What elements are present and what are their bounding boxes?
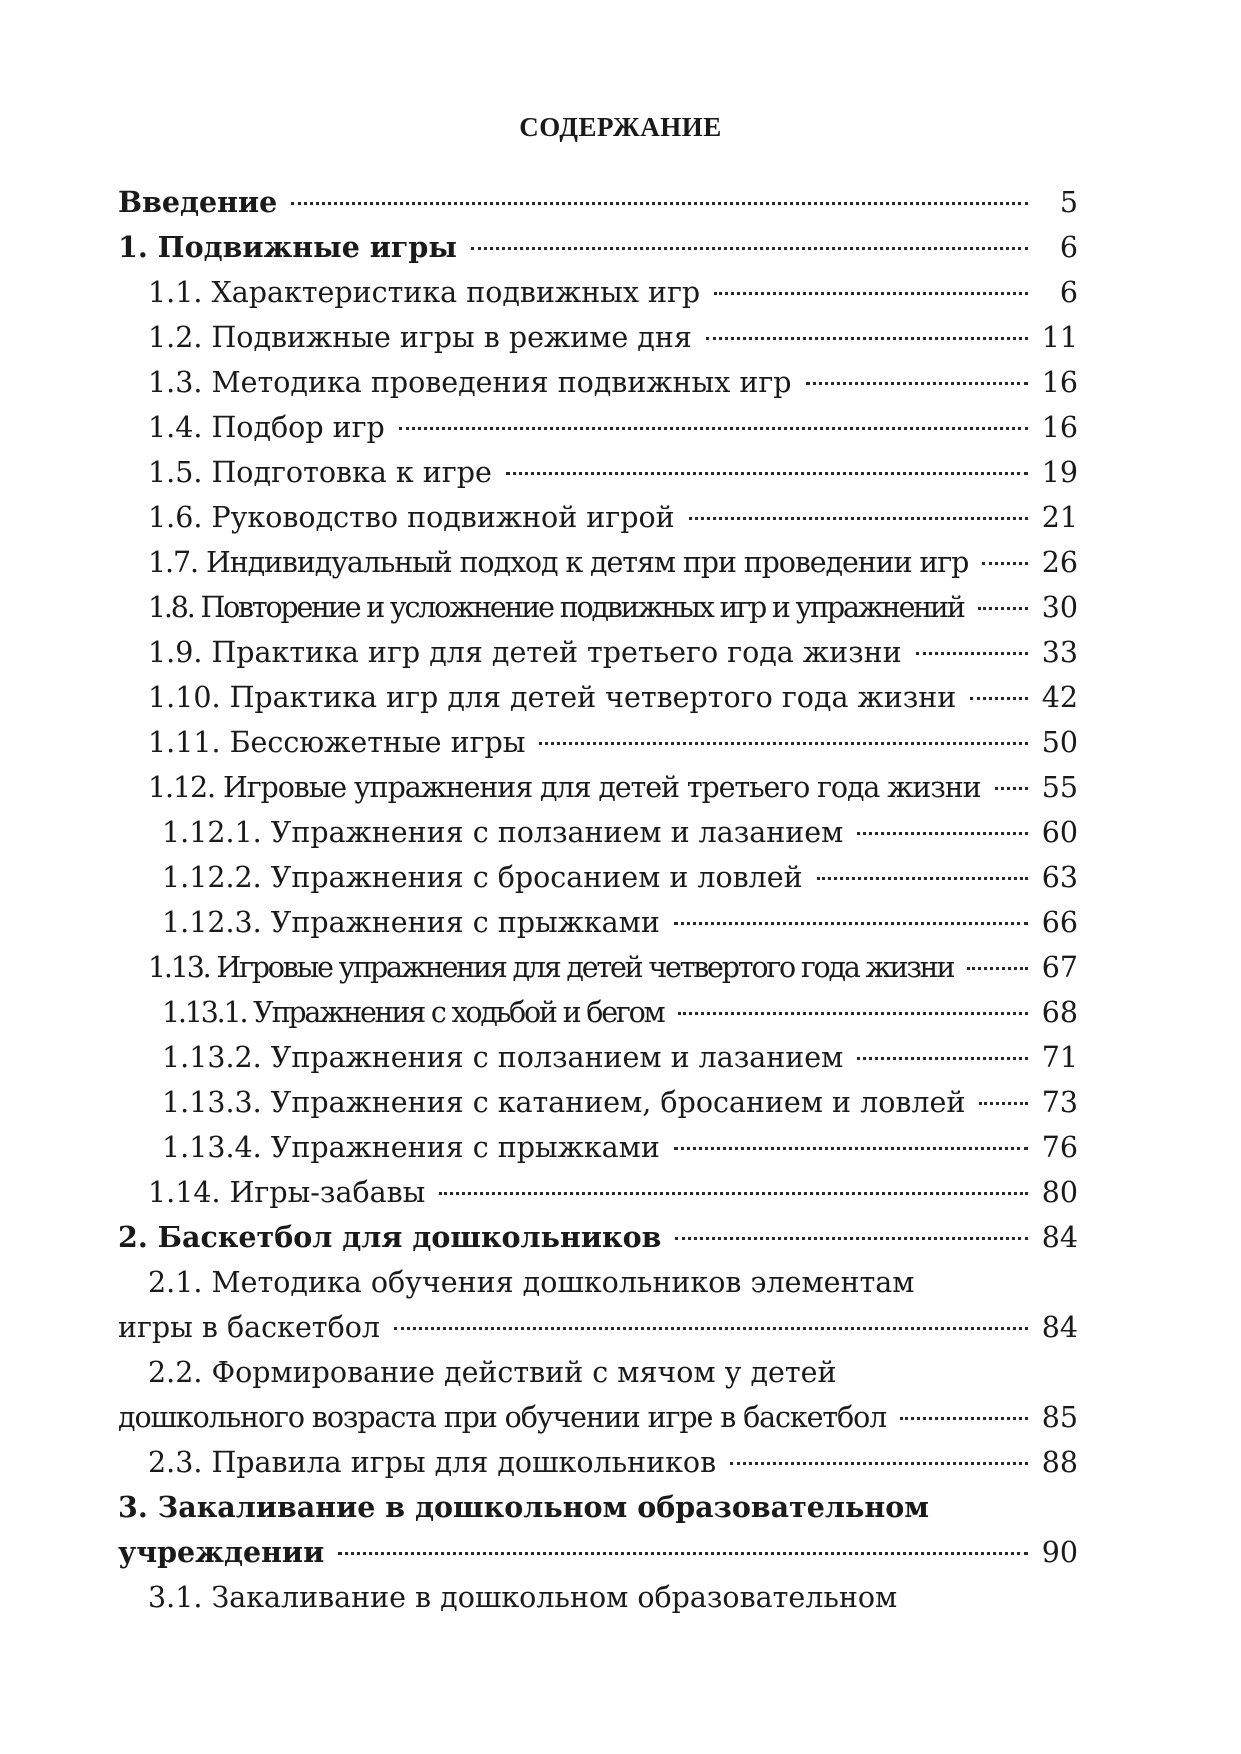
toc-page-number: 84	[1041, 1311, 1078, 1344]
leader-dots	[689, 517, 1028, 520]
toc-page-number: 84	[1041, 1221, 1078, 1254]
toc-page-number: 26	[1041, 546, 1078, 579]
toc-entry[interactable]	[118, 1395, 1078, 1440]
leader-dots	[678, 1012, 1028, 1015]
toc-page-number: 5	[1059, 186, 1078, 219]
toc-entry[interactable]	[118, 1485, 1078, 1530]
leader-dots	[967, 967, 1028, 970]
toc-entry-title: 1.11. Бессюжетные игры	[148, 726, 526, 759]
toc-page-number: 88	[1041, 1446, 1078, 1479]
toc-entry-title: 2.3. Правила игры для дошкольников	[148, 1446, 717, 1479]
leader-dots	[714, 292, 1028, 295]
leader-dots	[978, 607, 1028, 610]
toc-entry-title: 1.13.4. Упражнения с прыжками	[162, 1131, 660, 1164]
toc-entry-title: 1.8. Повторение и усложнение подвижных игр и упражнений	[148, 591, 964, 624]
leader-dots	[979, 1102, 1028, 1105]
toc-entry[interactable]	[118, 900, 1078, 945]
leader-dots	[674, 1147, 1028, 1150]
leader-dots	[817, 877, 1028, 880]
toc-page-number: 21	[1041, 501, 1078, 534]
toc-entry-title: 1. Подвижные игры	[118, 230, 457, 264]
toc-page-number: 71	[1041, 1041, 1078, 1074]
toc-entry-title: учреждении	[118, 1535, 325, 1569]
toc-entry[interactable]	[118, 585, 1078, 630]
toc-entry[interactable]	[118, 1125, 1078, 1170]
leader-dots	[982, 562, 1028, 565]
toc-page-number: 16	[1041, 411, 1078, 444]
toc-entry-title: 1.13.2. Упражнения с ползанием и лазанием	[162, 1041, 844, 1074]
toc-page-number: 73	[1041, 1086, 1078, 1119]
leader-dots	[857, 1057, 1028, 1060]
toc-entry-title: 1.13. Игровые упражнения для детей четвертого года жизни	[148, 951, 954, 984]
toc-entry[interactable]	[118, 1260, 1078, 1305]
toc-entry[interactable]	[118, 1170, 1078, 1215]
toc-entry-title: 1.13.3. Упражнения с катанием, бросанием и ловлей	[162, 1086, 966, 1119]
leader-dots	[338, 1552, 1028, 1555]
leader-dots	[900, 1417, 1028, 1420]
toc-page-number: 50	[1041, 726, 1078, 759]
leader-dots	[471, 247, 1028, 250]
leader-dots	[857, 832, 1028, 835]
leader-dots	[916, 652, 1028, 655]
toc-entry[interactable]	[118, 1305, 1078, 1350]
page-title: СОДЕРЖАНИЕ	[519, 112, 722, 142]
toc-entry-title: 1.5. Подготовка к игре	[148, 456, 492, 489]
leader-dots	[394, 1327, 1028, 1330]
leader-dots	[674, 922, 1028, 925]
toc-entry[interactable]	[118, 540, 1078, 585]
toc-entry[interactable]	[118, 945, 1078, 990]
toc-entry[interactable]	[118, 990, 1078, 1035]
toc-page-number: 85	[1041, 1401, 1078, 1434]
leader-dots	[995, 787, 1028, 790]
toc-entry[interactable]	[118, 1215, 1078, 1260]
toc-entry-title: 1.2. Подвижные игры в режиме дня	[148, 321, 692, 354]
toc-page-number: 90	[1041, 1536, 1078, 1569]
toc-entry-title: 2.1. Методика обучения дошкольников элементам	[148, 1266, 915, 1299]
toc-entry-title: 1.12.2. Упражнения с бросанием и ловлей	[162, 861, 803, 894]
toc-entry-title: 3.1. Закаливание в дошкольном образовательном	[148, 1581, 898, 1614]
toc-page-number: 16	[1041, 366, 1078, 399]
leader-dots	[439, 1192, 1028, 1195]
toc-entry-title: 1.12. Игровые упражнения для детей третьего года жизни	[148, 771, 981, 804]
toc-entry[interactable]	[118, 720, 1078, 765]
toc-entry-title: 1.7. Индивидуальный подход к детям при проведении игр	[148, 546, 969, 579]
toc-entry[interactable]	[118, 1530, 1078, 1575]
toc-entry[interactable]	[118, 180, 1078, 225]
leader-dots	[506, 472, 1028, 475]
leader-dots	[970, 697, 1028, 700]
toc-entry-title: игры в баскетбол	[118, 1311, 380, 1344]
toc-entry[interactable]	[118, 810, 1078, 855]
toc-page-number: 80	[1041, 1176, 1078, 1209]
toc-entry[interactable]	[118, 675, 1078, 720]
toc-entry[interactable]	[118, 495, 1078, 540]
toc-page-number: 68	[1041, 996, 1078, 1029]
toc-entry-title: 2.2. Формирование действий с мячом у детей	[148, 1356, 837, 1389]
toc-page-number: 55	[1041, 771, 1078, 804]
toc-entry[interactable]	[118, 1575, 1078, 1620]
toc-entry[interactable]	[118, 1350, 1078, 1395]
toc-page-number: 33	[1041, 636, 1078, 669]
toc-entry[interactable]	[118, 270, 1078, 315]
leader-dots	[706, 337, 1028, 340]
toc-entry[interactable]	[118, 1080, 1078, 1125]
toc-page-number: 6	[1059, 276, 1078, 309]
toc-entry[interactable]	[118, 1440, 1078, 1485]
leader-dots	[539, 742, 1028, 745]
toc-entry-title: 3. Закаливание в дошкольном образовательном	[118, 1490, 929, 1524]
toc-entry[interactable]	[118, 630, 1078, 675]
toc-entry-title: дошкольного возраста при обучении игре в баскетбол	[118, 1401, 887, 1434]
leader-dots	[399, 427, 1028, 430]
toc-entry-title: 1.13.1. Упражнения с ходьбой и бегом	[162, 996, 664, 1029]
toc-entry[interactable]	[118, 315, 1078, 360]
toc-page-number: 67	[1041, 951, 1078, 984]
toc-entry-title: 1.4. Подбор игр	[148, 411, 385, 444]
toc-entry[interactable]	[118, 765, 1078, 810]
toc-entry-title: 2. Баскетбол для дошкольников	[118, 1220, 662, 1254]
leader-dots	[675, 1237, 1028, 1240]
toc-entry-title: Введение	[118, 185, 278, 219]
toc-page-number: 66	[1041, 906, 1078, 939]
table-of-contents	[118, 180, 1078, 1620]
toc-page-number: 42	[1041, 681, 1078, 714]
toc-entry[interactable]	[118, 360, 1078, 405]
leader-dots	[806, 382, 1028, 385]
toc-entry-title: 1.12.1. Упражнения с ползанием и лазанием	[162, 816, 844, 849]
toc-entry[interactable]	[118, 225, 1078, 270]
toc-page-number: 63	[1041, 861, 1078, 894]
toc-entry-title: 1.14. Игры-забавы	[148, 1176, 426, 1209]
toc-entry-title: 1.9. Практика игр для детей третьего года жизни	[148, 636, 902, 669]
toc-page-number: 30	[1041, 591, 1078, 624]
leader-dots	[730, 1462, 1028, 1465]
toc-entry[interactable]	[118, 855, 1078, 900]
toc-page-number: 6	[1059, 231, 1078, 264]
toc-page-number: 76	[1041, 1131, 1078, 1164]
toc-entry[interactable]	[118, 450, 1078, 495]
leader-dots	[291, 202, 1028, 205]
toc-entry-title: 1.3. Методика проведения подвижных игр	[148, 366, 792, 399]
toc-entry-title: 1.12.3. Упражнения с прыжками	[162, 906, 660, 939]
toc-entry-title: 1.10. Практика игр для детей четвертого года жизни	[148, 681, 957, 714]
toc-page-number: 11	[1041, 321, 1078, 354]
toc-entry[interactable]	[118, 1035, 1078, 1080]
toc-entry-title: 1.6. Руководство подвижной игрой	[148, 501, 675, 534]
toc-entry[interactable]	[118, 405, 1078, 450]
toc-page-number: 60	[1041, 816, 1078, 849]
toc-entry-title: 1.1. Характеристика подвижных игр	[148, 276, 701, 309]
toc-page-number: 19	[1041, 456, 1078, 489]
